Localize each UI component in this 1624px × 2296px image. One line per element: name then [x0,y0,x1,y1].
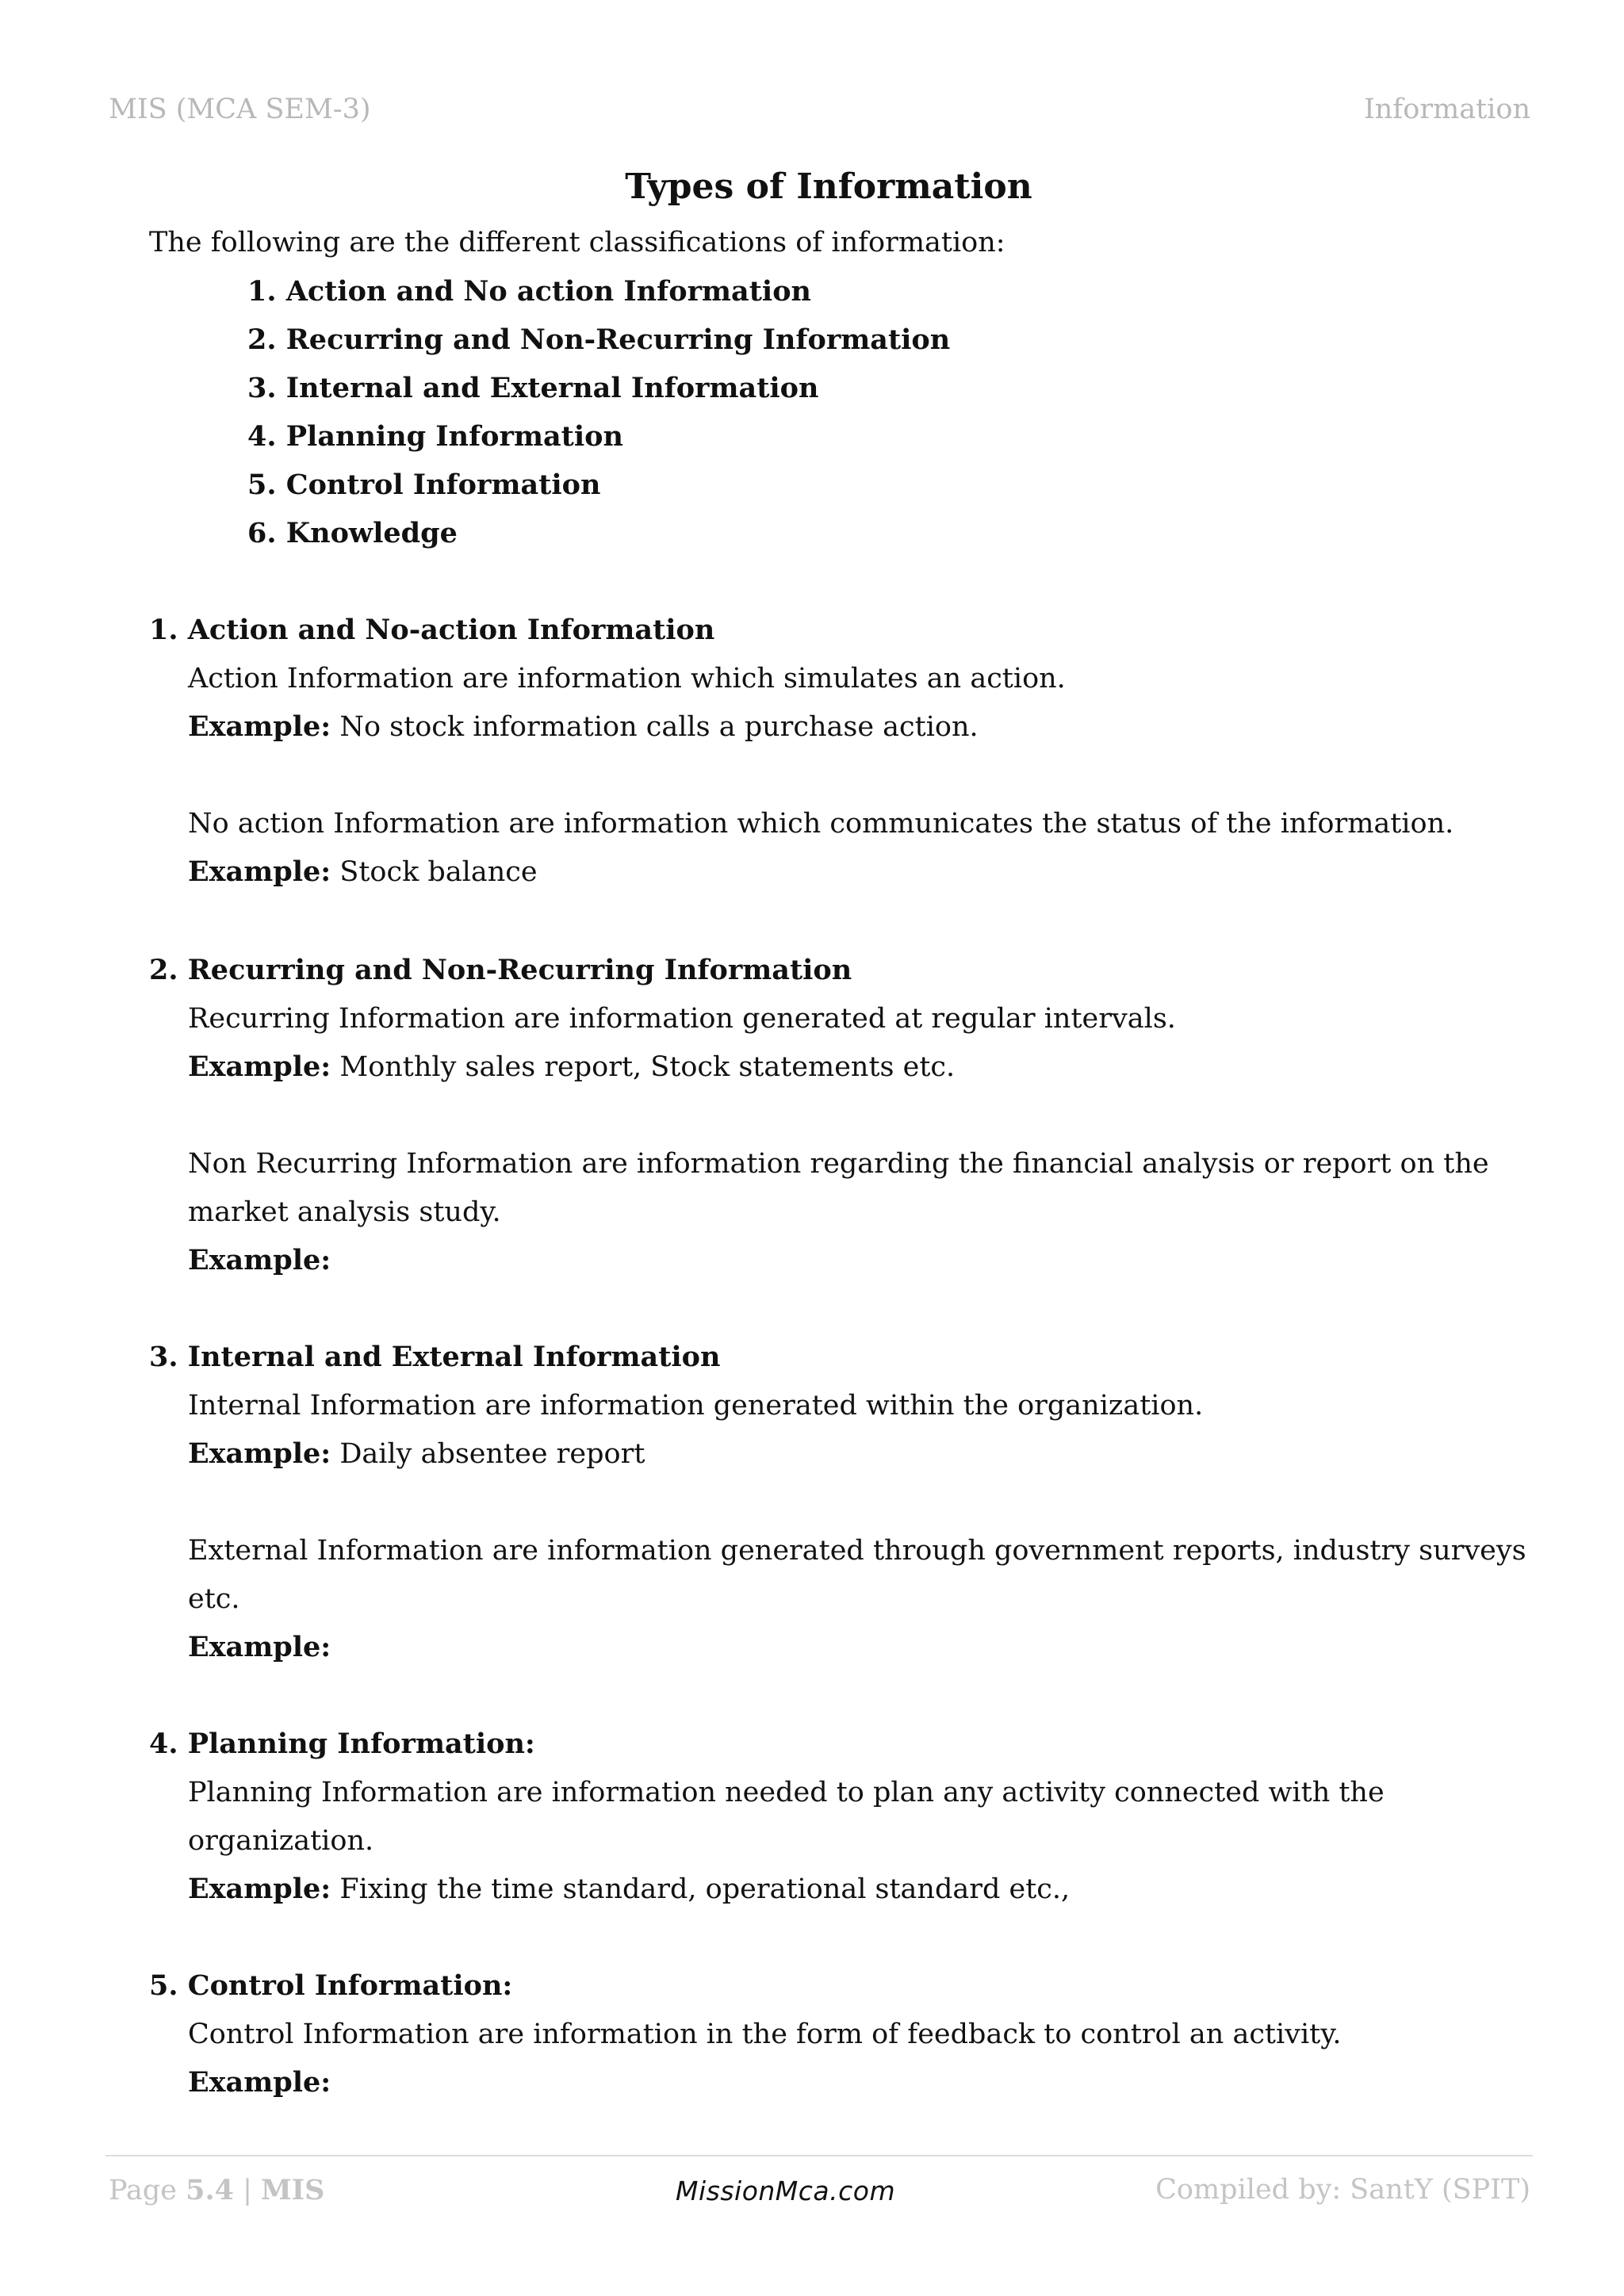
footer-logo: MissionMca.com [676,2175,896,2206]
example-label: Example: [188,710,331,743]
footer-page-separator: | [234,2175,262,2206]
toc-item-5: 5. Control Information [247,469,601,501]
section-5-paragraph-1: Control Information are information in the form of feedback to control an activity. [188,2019,1342,2050]
section-1-example-1 [188,711,979,743]
example-text: Monthly sales report, Stock statements etc. [339,1051,956,1083]
section-2-paragraph-2: Non Recurring Information are information regarding the financial analysis or report on the [188,1148,1489,1180]
section-1-paragraph-2: No action Information are information which communicates the status of the information. [188,808,1454,840]
example-label: Example: [188,1050,331,1083]
section-3-paragraph-1: Internal Information are information generated within the organization. [188,1390,1204,1422]
toc-item-6: 6. Knowledge [247,517,458,549]
section-4-example-1 [188,1873,1070,1905]
example-label: Example: [188,1873,331,1905]
section-3-paragraph-2-cont: etc. [188,1583,240,1615]
section-4-paragraph-1-cont: organization. [188,1825,374,1857]
footer-page-number: 5.4 [186,2174,234,2206]
example-label: Example: [188,1437,331,1470]
section-1-paragraph-1: Action Information are information which simulates an action. [188,663,1066,695]
section-5-example-1: Example: [188,2066,331,2099]
toc-item-2: 2. Recurring and Non-Recurring Information [247,323,951,356]
page-title: Types of Information [625,166,1032,207]
example-text: Daily absentee report [339,1438,645,1470]
section-3-heading: 3. Internal and External Information [149,1341,721,1373]
section-1-example-2 [188,856,538,888]
header-right: Information [1363,94,1530,125]
header-left: MIS (MCA SEM-3) [109,94,371,125]
example-text: Fixing the time standard, operational standard etc., [339,1873,1071,1905]
section-5-heading: 5. Control Information: [149,1969,513,2002]
section-2-paragraph-2-cont: market analysis study. [188,1196,501,1228]
footer-page-subject: MIS [261,2174,325,2206]
section-2-example-2: Example: [188,1244,331,1276]
section-2-paragraph-1: Recurring Information are information generated at regular intervals. [188,1003,1176,1035]
section-1-heading: 1. Action and No-action Information [149,614,715,646]
section-3-example-2: Example: [188,1631,331,1663]
intro-text: The following are the different classifications of information: [149,227,1005,258]
footer-page-prefix: Page [109,2175,186,2206]
footer-credit: Compiled by: SantY (SPIT) [1155,2174,1530,2206]
footer-divider [105,2155,1533,2156]
section-3-paragraph-2: External Information are information generated through government reports, industry surveys [188,1535,1526,1567]
toc-item-1: 1. Action and No action Information [247,275,811,308]
toc-item-4: 4. Planning Information [247,420,623,453]
example-text: Stock balance [339,856,538,888]
example-label: Example: [188,855,331,888]
section-3-example-1 [188,1438,645,1470]
section-2-example-1 [188,1051,955,1083]
section-2-heading: 2. Recurring and Non-Recurring Information [149,954,852,986]
section-4-paragraph-1: Planning Information are information needed to plan any activity connected with the [188,1777,1385,1808]
footer-page-info [109,2174,324,2206]
toc-item-3: 3. Internal and External Information [247,372,819,404]
example-text: No stock information calls a purchase action. [339,711,979,743]
section-4-heading: 4. Planning Information: [149,1728,535,1760]
